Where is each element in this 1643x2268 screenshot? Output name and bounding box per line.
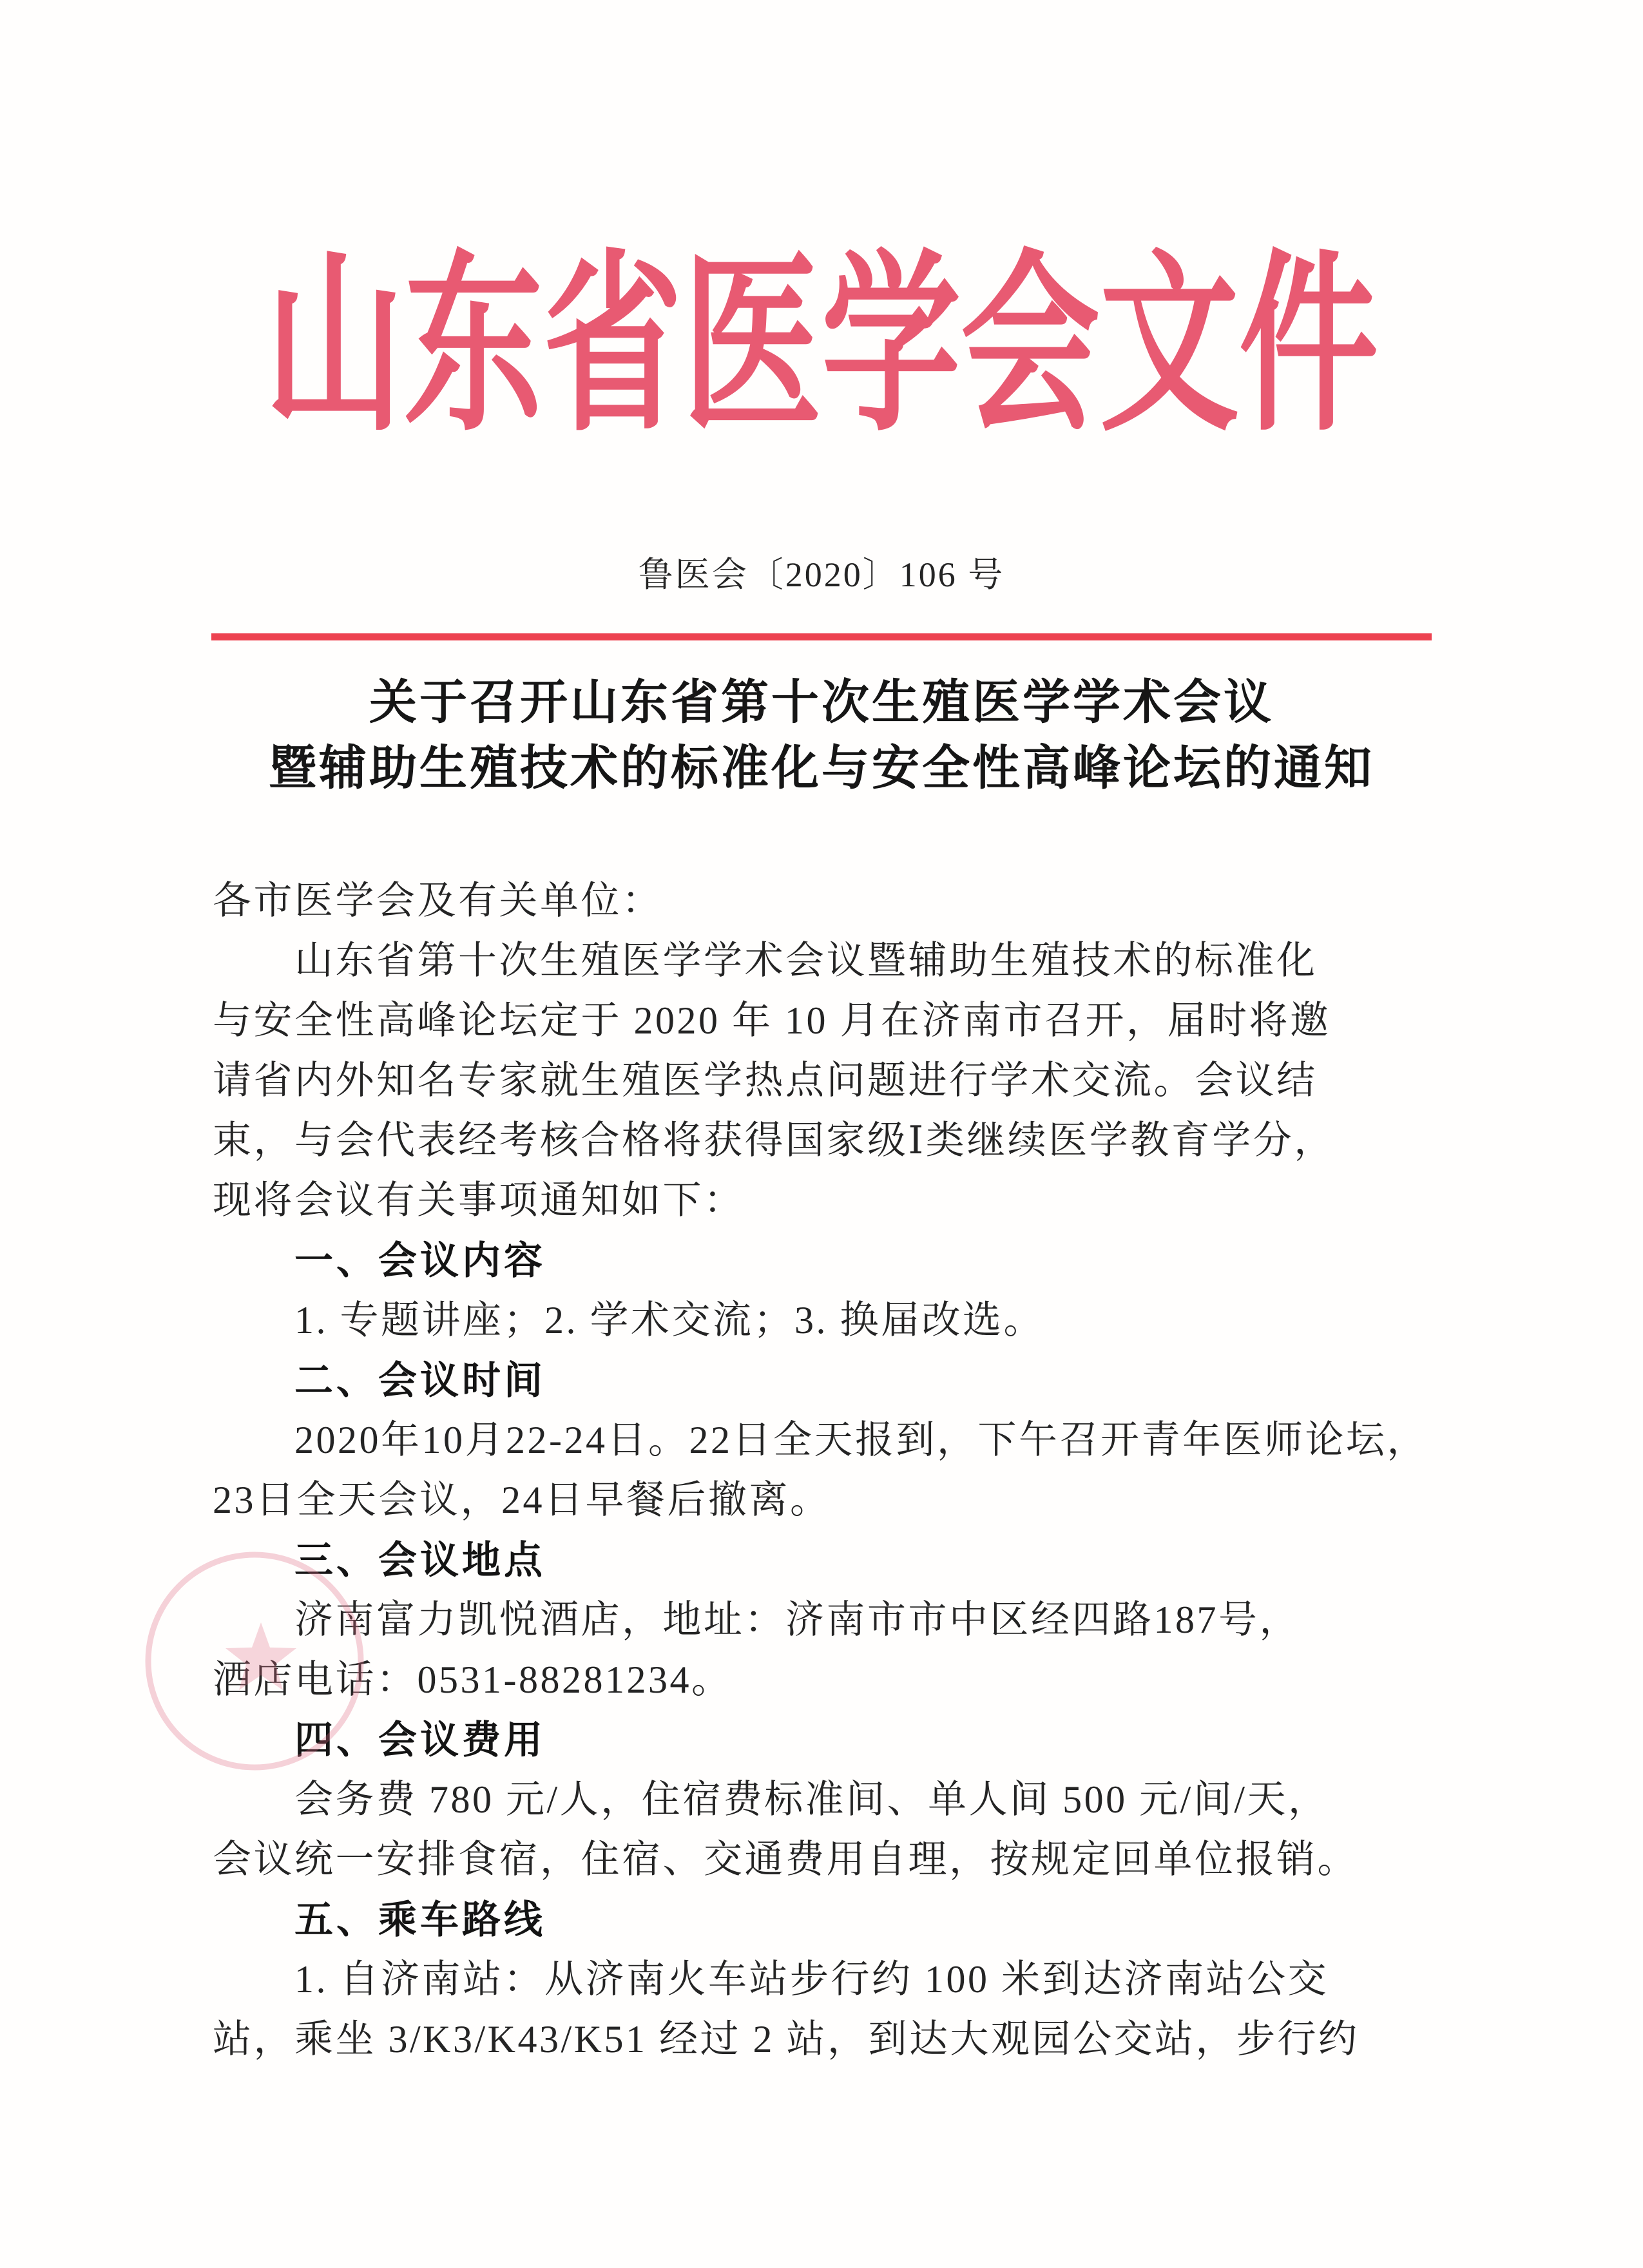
paragraph-line: 束，与会代表经考核合格将获得国家级Ⅰ类继续医学教育学分， (213, 1119, 1335, 1162)
document-number: 鲁医会〔2020〕106 号 (638, 555, 1005, 594)
notice-title-line-1: 关于召开山东省第十次生殖医学学术会议 (369, 677, 1274, 729)
section-4-content: 会务费 780 元/人，住宿费标准间、单人间 500 元/间/天， (294, 1778, 1329, 1821)
notice-title (0, 670, 1643, 802)
paragraph-line: 请省内外知名专家就生殖医学热点问题进行学术交流。会议结 (213, 1059, 1318, 1102)
section-3-content: 酒店电话：0531-88281234。 (213, 1658, 733, 1701)
paragraph-line: 山东省第十次生殖医学学术会议暨辅助生殖技术的标准化 (294, 939, 1318, 982)
section-heading-4: 四、会议费用 (294, 1718, 546, 1762)
section-4-content: 会议统一安排食宿，住宿、交通费用自理，按规定回单位报销。 (213, 1838, 1358, 1881)
notice-title-line-2: 暨辅助生殖技术的标准化与安全性高峰论坛的通知 (269, 742, 1374, 795)
paragraph-line: 与安全性高峰论坛定于 2020 年 10 月在济南市召开，届时将邀 (213, 999, 1331, 1042)
salutation: 各市医学会及有关单位： (213, 879, 663, 922)
section-heading-2: 二、会议时间 (294, 1359, 546, 1402)
section-5-content: 1. 自济南站：从济南火车站步行约 100 米到达济南站公交 (294, 1958, 1329, 2001)
section-2-content: 23日全天会议，24日早餐后撤离。 (213, 1479, 831, 1521)
section-heading-1: 一、会议内容 (294, 1239, 546, 1282)
section-3-content: 济南富力凯悦酒店，地址：济南市市中区经四路187号， (294, 1599, 1300, 1641)
section-2-content: 2020年10月22-24日。22日全天报到，下午召开青年医师论坛， (294, 1419, 1428, 1461)
section-heading-3: 三、会议地点 (294, 1539, 546, 1582)
section-heading-5: 五、乘车路线 (294, 1898, 546, 1941)
letterhead-title: 山东省医学会文件 (264, 240, 1378, 454)
paragraph-line: 现将会议有关事项通知如下： (213, 1179, 745, 1222)
letterhead (0, 237, 1643, 456)
red-separator-rule (211, 633, 1432, 640)
notice-body (213, 871, 1432, 2070)
section-1-content: 1. 专题讲座；2. 学术交流；3. 换届改选。 (294, 1299, 1044, 1341)
section-5-content: 站，乘坐 3/K3/K43/K51 经过 2 站，到达大观园公交站，步行约 (213, 2018, 1360, 2061)
